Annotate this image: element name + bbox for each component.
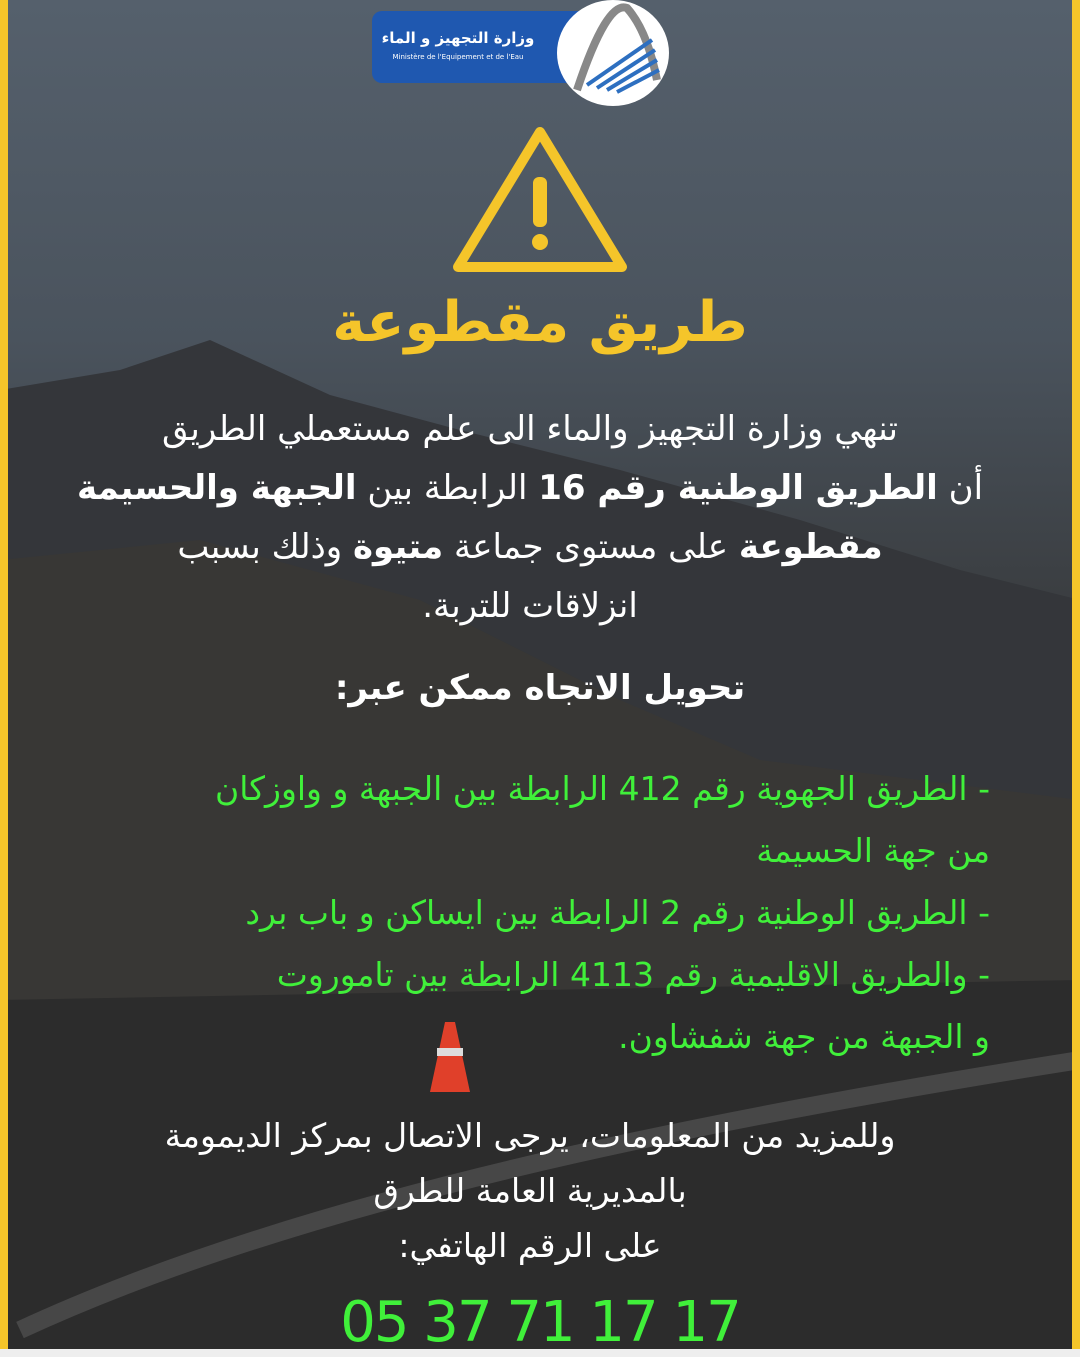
logo-emblem-icon bbox=[557, 0, 669, 106]
detour-routes bbox=[70, 758, 990, 1068]
route-line: - الطريق الجهوية رقم 412 الرابطة بين الجبهة و واوزكان bbox=[215, 769, 990, 808]
route-line: - الطريق الوطنية رقم 2 الرابطة بين ايساكن و باب برد bbox=[245, 893, 990, 932]
contact-info bbox=[60, 1108, 1000, 1273]
logo-french-text: Ministère de l'Equipement et de l'Eau bbox=[392, 53, 524, 61]
text: على مستوى جماعة bbox=[443, 527, 739, 567]
route-line: من جهة الحسيمة bbox=[756, 831, 990, 870]
logo-arabic-text: وزارة التجهيز و الماء bbox=[381, 29, 535, 47]
warning-icon bbox=[450, 122, 630, 277]
text: أن bbox=[937, 468, 984, 508]
route-line: - والطريق الاقليمية رقم 4113 الرابطة بين تاموروت bbox=[276, 955, 990, 994]
body-line: انزلاقات للتربة. bbox=[422, 586, 638, 626]
body-line bbox=[40, 459, 1020, 518]
text: الرابطة بين bbox=[356, 468, 539, 508]
detour-heading: تحويل الاتجاه ممكن عبر: bbox=[334, 668, 746, 708]
phone-number: 05 37 71 17 17 bbox=[340, 1290, 740, 1355]
contact-line: على الرقم الهاتفي: bbox=[398, 1226, 662, 1265]
announcement-text bbox=[40, 400, 1020, 636]
contact-line: وللمزيد من المعلومات، يرجى الاتصال بمركز الديمومة bbox=[164, 1116, 896, 1155]
emblem-arch-icon bbox=[557, 0, 669, 106]
body-line: تنهي وزارة التجهيز والماء الى علم مستعملي الطريق bbox=[162, 409, 898, 449]
closed-label: مقطوعة bbox=[738, 527, 883, 567]
places: الجبهة والحسيمة bbox=[76, 468, 357, 508]
commune-name: متيوة bbox=[352, 527, 444, 567]
ministry-logo bbox=[372, 6, 669, 86]
page-title: طريق مقطوعة bbox=[332, 290, 748, 355]
text: وذلك بسبب bbox=[177, 527, 353, 567]
route-line: و الجبهة من جهة شفشاون. bbox=[618, 1017, 990, 1056]
body-line bbox=[40, 518, 1020, 577]
contact-line: بالمديرية العامة للطرق bbox=[373, 1171, 687, 1210]
road-name: الطريق الوطنية رقم 16 bbox=[538, 468, 938, 508]
